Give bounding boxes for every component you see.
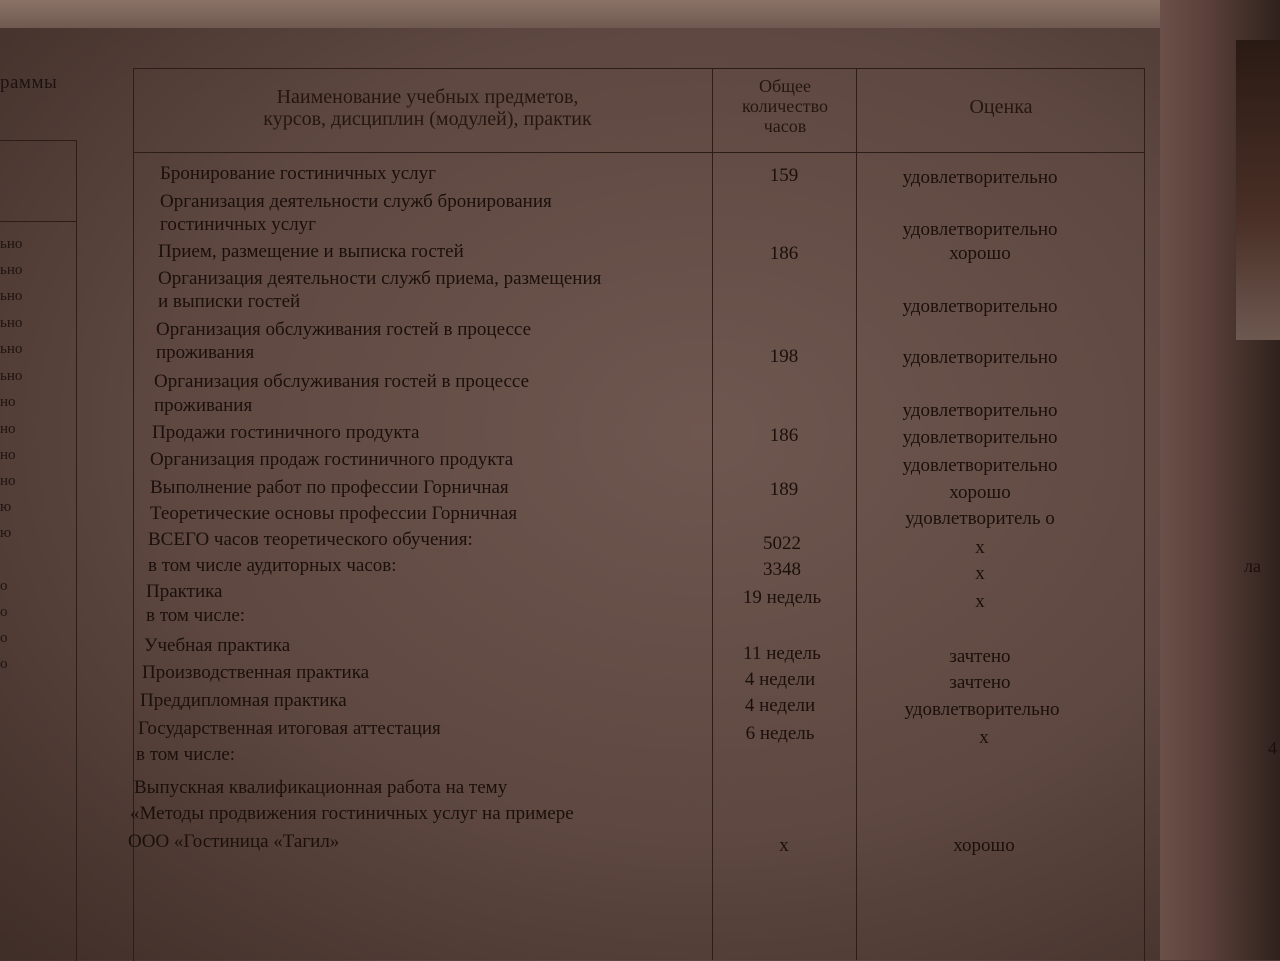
grade-cell: удовлетворительно [902, 347, 1058, 368]
subject-line: Производственная практика [142, 662, 370, 683]
grade-cell: хорошо [949, 243, 1011, 264]
left-fragment: ьно [0, 262, 23, 278]
left-fragment: о [0, 630, 8, 646]
left-fragment: о [0, 604, 8, 620]
hours-cell: 4 недели [744, 695, 816, 716]
subject-line: Бронирование гостиничных услуг [160, 163, 436, 184]
subject-line: ООО «Гостиница «Тагил» [128, 831, 340, 852]
subject-line: Преддипломная практика [140, 690, 347, 711]
subject-line: Продажи гостиничного продукта [152, 422, 420, 443]
left-fragment: о [0, 578, 8, 594]
left-table-divider [0, 221, 76, 222]
table-column-divider [856, 68, 857, 960]
grade-cell: удовлетворительно [904, 699, 1060, 720]
right-page-fragment: 4 [1268, 738, 1277, 758]
hours-cell: 11 недель [743, 643, 821, 664]
left-fragment: ьно [0, 368, 23, 384]
left-fragment: но [0, 394, 16, 410]
header-subjects: Наименование учебных предметов, курсов, дисциплин (модулей), практик [263, 86, 592, 130]
hours-cell: 3348 [763, 559, 801, 580]
grade-cell: x [975, 563, 985, 584]
subject-line: Организация продаж гостиничного продукта [150, 449, 514, 470]
subject-line: Организация обслуживания гостей в процессе [156, 319, 532, 340]
subject-line: Теоретические основы профессии Горничная [150, 503, 518, 524]
grade-cell: удовлетворительно [902, 167, 1058, 188]
left-fragment: ьно [0, 315, 23, 331]
hours-cell: 198 [769, 346, 799, 367]
hours-cell: 5022 [763, 533, 801, 554]
grade-cell: x [975, 537, 985, 558]
hours-cell: 159 [769, 165, 799, 186]
page-top-edge [0, 0, 1180, 28]
subject-line: «Методы продвижения гостиничных услуг на примере [130, 803, 574, 824]
subject-line: в том числе аудиторных часов: [148, 555, 397, 576]
grade-cell: удовлетворительно [902, 296, 1058, 317]
left-fragment: но [0, 421, 16, 437]
subject-line: ВСЕГО часов теоретического обучения: [148, 529, 473, 550]
left-fragment: ьно [0, 236, 23, 252]
subject-line: Организация деятельности служб бронирования [160, 191, 552, 212]
grade-cell: удовлетворительно [902, 455, 1058, 476]
hours-cell: 19 недель [742, 587, 822, 608]
subject-line: гостиничных услуг [160, 214, 316, 235]
subject-line: Организация деятельности служб приема, размещения [158, 268, 602, 289]
left-fragment: но [0, 473, 16, 489]
header-total-hours: Общее количество часов [742, 76, 828, 136]
hours-cell: 4 недели [744, 669, 816, 690]
left-fragment: ю [0, 499, 12, 515]
hours-cell: 186 [769, 425, 799, 446]
header-grade: Оценка [969, 96, 1033, 118]
left-fragment: ю [0, 525, 12, 541]
hours-cell: 189 [769, 479, 799, 500]
grade-cell: зачтено [949, 672, 1011, 693]
subject-line: в том числе: [146, 605, 246, 626]
subject-line: и выписки гостей [158, 291, 301, 312]
grade-cell: удовлетворительно [902, 219, 1058, 240]
subject-line: Государственная итоговая аттестация [138, 718, 441, 739]
hours-cell: x [779, 835, 789, 856]
grade-cell: удовлетворительно [902, 400, 1058, 421]
table-header-divider [133, 152, 1144, 153]
hours-cell: 6 недель [745, 723, 815, 744]
left-page-heading: раммы [0, 72, 58, 93]
grade-cell: x [979, 727, 989, 748]
subject-line: Практика [146, 581, 223, 602]
left-fragment: но [0, 447, 16, 463]
grade-cell: удовлетворитель о [905, 508, 1055, 529]
left-fragment: ьно [0, 288, 23, 304]
subject-line: Организация обслуживания гостей в процессе [154, 371, 530, 392]
subject-line: Выпускная квалификационная работа на тему [134, 777, 508, 798]
grade-cell: зачтено [949, 646, 1011, 667]
subject-line: в том числе: [136, 744, 236, 765]
background-photo-strip [1236, 40, 1280, 340]
subject-line: Учебная практика [144, 635, 291, 656]
hours-cell: 186 [769, 243, 799, 264]
left-fragment: о [0, 656, 8, 672]
subject-line: Выполнение работ по профессии Горничная [150, 477, 509, 498]
right-page-fragment: ла [1244, 556, 1261, 576]
subject-line: проживания [154, 395, 253, 416]
table-column-divider [712, 68, 713, 960]
grade-cell: удовлетворительно [902, 427, 1058, 448]
subject-line: Прием, размещение и выписка гостей [158, 241, 464, 262]
grade-cell: x [975, 591, 985, 612]
left-fragment: ьно [0, 341, 23, 357]
grade-cell: хорошо [949, 482, 1011, 503]
grade-cell: хорошо [953, 835, 1015, 856]
subject-line: проживания [156, 342, 255, 363]
